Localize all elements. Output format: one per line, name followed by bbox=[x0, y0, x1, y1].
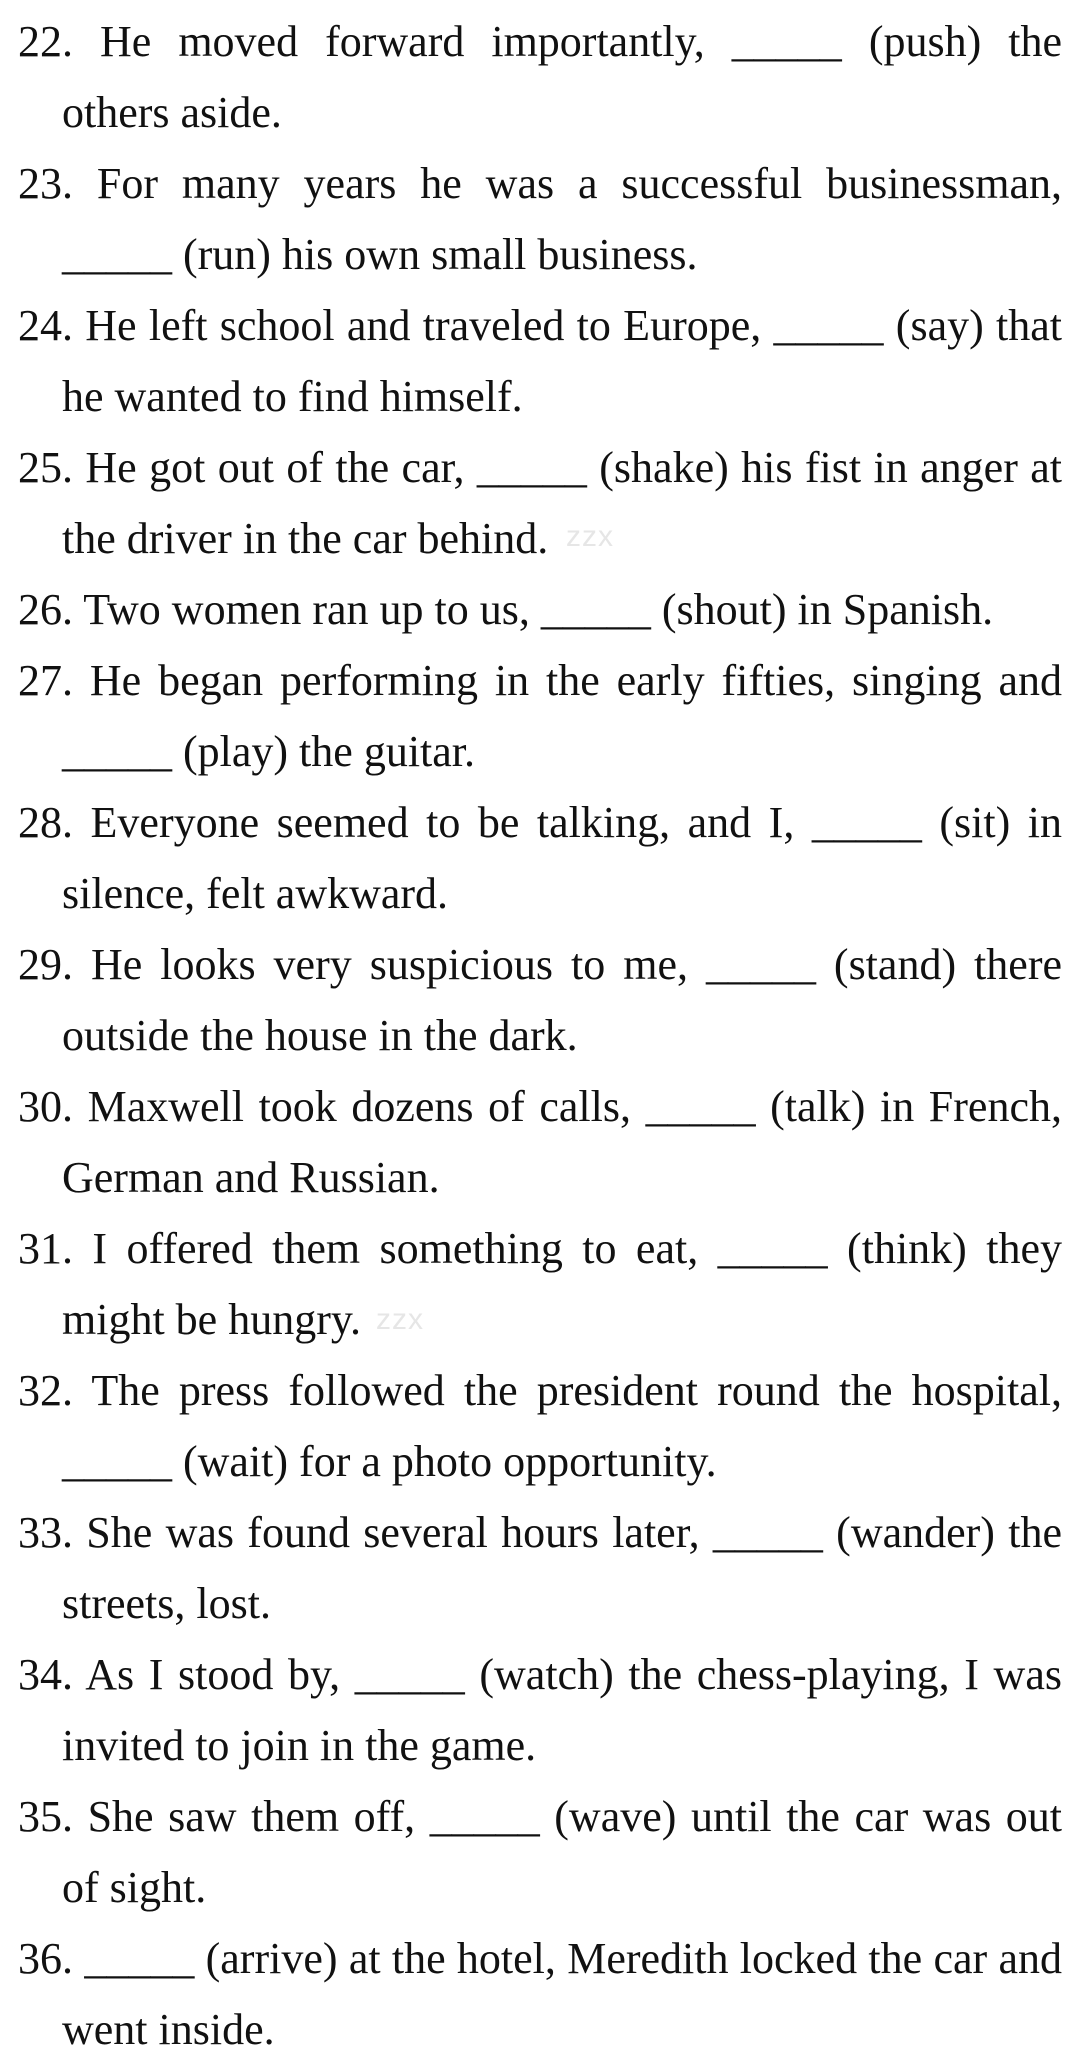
question-number: 33. bbox=[18, 1508, 73, 1557]
question-text: For many years he was a successful businessman, _____ (run) his own small business. bbox=[62, 159, 1073, 279]
question-number: 30. bbox=[18, 1082, 73, 1131]
question-number: 29. bbox=[18, 940, 73, 989]
question-text: He got out of the car, _____ (shake) his fist in anger at the driver in the car behind. bbox=[62, 443, 1074, 563]
question-number: 27. bbox=[18, 656, 73, 705]
question-text: He looks very suspicious to me, _____ (stand) there outside the house in the dark. bbox=[62, 940, 1073, 1060]
question-number: 22. bbox=[18, 17, 73, 66]
question-text: I offered them something to eat, _____ (think) they might be hungry. bbox=[62, 1224, 1073, 1344]
watermark: zzx bbox=[376, 1303, 424, 1336]
question-29 bbox=[18, 929, 1073, 1071]
question-36 bbox=[18, 1923, 1073, 2065]
question-text: She saw them off, _____ (wave) until the car was out of sight. bbox=[62, 1792, 1073, 1912]
question-number: 28. bbox=[18, 798, 73, 847]
question-26 bbox=[18, 574, 1062, 645]
question-text: The press followed the president round the hospital, _____ (wait) for a photo opportunity. bbox=[62, 1366, 1073, 1486]
question-text: _____ (arrive) at the hotel, Meredith locked the car and went inside. bbox=[62, 1934, 1073, 2054]
question-22 bbox=[18, 6, 1074, 148]
question-27 bbox=[18, 645, 1074, 787]
question-text: As I stood by, _____ (watch) the chess-playing, I was invited to join in the game. bbox=[62, 1650, 1073, 1770]
question-23 bbox=[18, 148, 1073, 290]
question-32 bbox=[18, 1355, 1073, 1497]
question-24 bbox=[18, 290, 1074, 432]
question-34 bbox=[18, 1639, 1073, 1781]
question-text: Maxwell took dozens of calls, _____ (talk) in French, German and Russian. bbox=[62, 1082, 1073, 1202]
question-number: 31. bbox=[18, 1224, 73, 1273]
question-number: 35. bbox=[18, 1792, 73, 1841]
question-text: Everyone seemed to be talking, and I, _____ (sit) in silence, felt awkward. bbox=[62, 798, 1074, 918]
question-number: 32. bbox=[18, 1366, 73, 1415]
question-25 bbox=[18, 432, 1074, 574]
question-text: Two women ran up to us, _____ (shout) in Spanish. bbox=[83, 585, 994, 634]
question-31 bbox=[18, 1213, 1073, 1355]
question-text: She was found several hours later, _____ (wander) the streets, lost. bbox=[62, 1508, 1074, 1628]
question-33 bbox=[18, 1497, 1074, 1639]
question-number: 34. bbox=[18, 1650, 73, 1699]
question-number: 25. bbox=[18, 443, 73, 492]
question-number: 36. bbox=[18, 1934, 73, 1983]
question-number: 23. bbox=[18, 159, 73, 208]
watermark: zzx bbox=[566, 520, 614, 553]
question-text: He moved forward importantly, _____ (push) the others aside. bbox=[62, 17, 1074, 137]
question-text: He left school and traveled to Europe, _____ (say) that he wanted to find himself. bbox=[62, 301, 1074, 421]
question-number: 26. bbox=[18, 585, 73, 634]
question-35 bbox=[18, 1781, 1073, 1923]
question-text: He began performing in the early fifties, singing and _____ (play) the guitar. bbox=[62, 656, 1074, 776]
question-number: 24. bbox=[18, 301, 73, 350]
question-28 bbox=[18, 787, 1074, 929]
question-30 bbox=[18, 1071, 1073, 1213]
